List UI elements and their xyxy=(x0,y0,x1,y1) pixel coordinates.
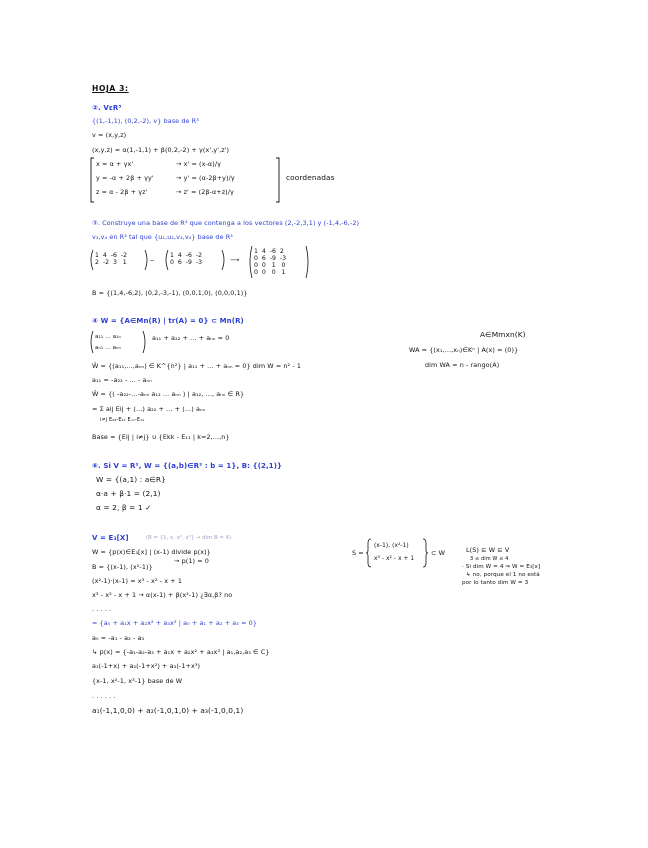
aside-conclusion: por lo tanto dim W = 3 xyxy=(462,580,529,586)
system-eq-3: z = α - 2β + γz' xyxy=(96,188,148,196)
section-7-a0: a₀ = -a₁ - a₂ - a₃ xyxy=(92,634,145,642)
system-eq-1: x = α + γx' xyxy=(96,160,134,168)
section-7-b: B = {(x-1), (x²-1)} xyxy=(92,563,153,571)
aside-dim: dim WA = n - rango(A) xyxy=(425,361,500,369)
section-2-heading: ②. VεR³ xyxy=(92,104,122,112)
aside-dim-bounds: 3 ≤ dim W ≤ 4 xyxy=(470,556,509,562)
section-7-span: a₁(-1+x) + a₂(-1+x²) + a₃(-1+x³) xyxy=(92,662,201,670)
arrow-right: ⟶ xyxy=(230,256,240,264)
matrix-3-row-3: 0 0 1 0 xyxy=(254,262,286,269)
matrix-2 xyxy=(170,252,202,266)
aside-wa: WA = {(x₁,...,xₙ)∈Kⁿ | A(x) = (0)} xyxy=(409,346,519,354)
section-4-heading: ④ W = {A∈Mn(R) | tr(A) = 0} ⊂ Mn(R) xyxy=(92,317,244,325)
w-hat-sum: = Σ aij Eij + (...) a₂₂ + ... + (...) aₙₙ xyxy=(92,405,206,413)
section-3-basis: B = {(1,4,-6,2), (0,2,-3,-1), (0,0,1,0), (0,0,0,1)} xyxy=(92,289,248,297)
w-hat-definition: Ŵ = {(a₁₁,...,aₙₙ) ∈ K^{n²} | a₁₁ + ... + aₙₙ = 0} dim W = n² - 1 xyxy=(92,362,302,370)
section-7-p: ↳ p(x) = {-a₁-a₂-a₃ + a₁x + a₂x² + a₃x³ | a₁,a₂,a₃ ∈ C} xyxy=(92,648,270,656)
aside-reason: ↳ no, porque el 1 no está xyxy=(466,572,540,578)
matrix-1-row-2: 2 -2 3 1 xyxy=(95,259,127,266)
set-s-element-1: (x-1), (x²-1) xyxy=(374,543,409,549)
system-left-brace xyxy=(89,158,95,202)
w-hat-sum-subscripts: i≠j E₂₂-E₁₁ Eₙₙ-E₁₁ xyxy=(100,417,145,423)
aside-inclusion: L(S) ⊆ W ⊆ V xyxy=(466,546,510,554)
page-title: HOJA 3: xyxy=(92,84,129,93)
section-7-set: = {a₀ + a₁x + a₂x² + a₃x³ | a₀ + a₁ + a₂ + a₃ = 0} xyxy=(92,619,258,627)
section-7-w-condition: → p(1) = 0 xyxy=(174,557,209,565)
set-s-element-2: x³ - x² - x + 1 xyxy=(374,556,415,562)
section-7-dots-1: . . . . . xyxy=(92,605,112,613)
set-s-subset-w: ⊂ W xyxy=(431,549,446,557)
matrix-2-row-2: 0 6 -9 -3 xyxy=(170,259,203,266)
matrix-a-row-n: aₙ₁ ... aₙₙ xyxy=(95,345,121,351)
matrix-1 xyxy=(95,252,127,266)
a11-expression: a₁₁ = -a₂₂ - ... - aₙₙ xyxy=(92,376,152,384)
aside-matrix: A∈Mmxn(K) xyxy=(480,330,526,339)
coordinates-label: coordenadas xyxy=(286,173,335,182)
set-s-label: S = xyxy=(352,549,364,557)
system-eq-2: y = -α + 2β + γy' xyxy=(96,174,154,182)
trace-condition: a₁₁ + a₂₂ + ... + aₙₙ = 0 xyxy=(152,334,230,342)
section-6-line-1: W = {(a,1) : a∈R} xyxy=(96,475,166,484)
section-7-product: (x²-1)·(x-1) = x³ - x² - x + 1 xyxy=(92,577,182,585)
section-7-note: (B = {1, x, x², x³} → dim B = 4) xyxy=(146,535,232,541)
section-7-w: W = {p(x)∈E₃[x] | (x-1) divide p(x)} xyxy=(92,548,211,556)
system-result-1: → x' = (x-α)/γ xyxy=(176,160,221,168)
matrix-1-row-1: 1 4 -6 -2 xyxy=(95,252,128,259)
matrix-3-row-1: 1 4 -6 2 xyxy=(254,248,284,255)
section-6-heading: ⑥. Si V = R², W = {(a,b)∈R² : b = 1}, B: {(2,1)} xyxy=(92,462,283,470)
section-4-base: Base = {Eij | i≠j} ∪ {Ekk - E₁₁ | k=2,...,n} xyxy=(92,433,230,441)
section-2-combination: (x,y,z) = α(1,-1,1) + β(0,2,-2) + γ(x',y',z') xyxy=(92,146,230,154)
matrix-3-row-4: 0 0 0 1 xyxy=(254,269,286,276)
system-right-bracket xyxy=(275,158,281,202)
section-6-line-2: α·a + β·1 = (2,1) xyxy=(96,489,161,498)
set-s-brace-right xyxy=(422,539,428,567)
section-7-dots-2: . . . . . . xyxy=(92,692,116,700)
aside-case: · Si dim W = 4 ⇒ W = E₃[x] xyxy=(462,564,541,570)
matrix-a-row-1: a₁₁ ... a₁ₙ xyxy=(95,334,121,340)
section-2-v: v = (x,y,z) xyxy=(92,131,127,139)
section-7-basis: {x-1, x²-1, x³-1} base de W xyxy=(92,677,183,685)
set-s-brace xyxy=(366,539,372,567)
matrix-3-row-2: 0 6 -9 -3 xyxy=(254,255,287,262)
system-result-2: → y' = (α-2β+y)/γ xyxy=(176,174,235,182)
equivalence-arrow: ⌣ xyxy=(150,256,155,264)
w-hat-param: Ŵ = {( -a₂₂-...-aₙₙ a₁₂ ... aₙₙ ) | a₁₂, ..., aₙₙ ∈ R} xyxy=(92,390,245,398)
section-7-vectors: a₁(-1,1,0,0) + a₂(-1,0,1,0) + a₃(-1,0,0,1) xyxy=(92,706,244,715)
section-3-heading: ③. Construye una base de R⁴ que contenga a los vectores (2,-2,3,1) y (-1,4,-6,-2) xyxy=(92,219,360,227)
section-7-combination: x³ - x² - x + 1 → α(x-1) + β(x²-1) ¿∃α,β? no xyxy=(92,591,233,599)
matrix-2-row-1: 1 4 -6 -2 xyxy=(170,252,203,259)
section-2-set: {(1,-1,1), (0,2,-2), v} base de R³ xyxy=(92,117,199,125)
system-result-3: → z' = (2β-α+z)/γ xyxy=(176,188,234,196)
section-6-line-3: α = 2, β = 1 ✓ xyxy=(96,503,152,512)
section-7-heading: V = E₃[X] xyxy=(92,534,129,542)
section-3-sub: v₃,v₄ en R⁴ tal que {u₁,u₂,v₃,v₄} base de R⁴ xyxy=(92,233,233,241)
matrix-3 xyxy=(254,248,286,276)
